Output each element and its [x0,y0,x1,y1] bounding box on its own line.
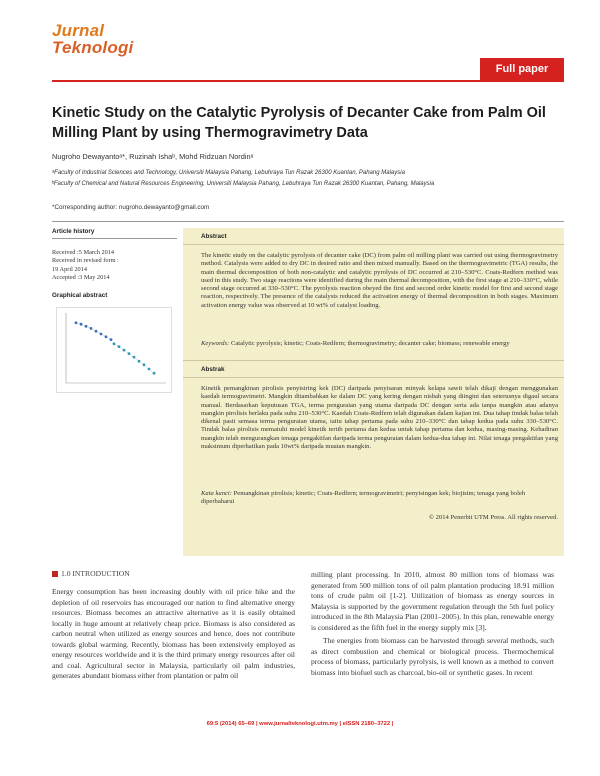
body-column-left [52,587,295,685]
abstract-keywords [201,340,558,348]
affiliation-b: ᵇFaculty of Chemical and Natural Resources Engineering, Universiti Malaysia Pahang, Lebuhraya Tun Razak 26300 Kuantan, Pahang, Malaysia [52,181,435,187]
logo-line-2: Teknologi [52,38,134,57]
article-history [52,249,177,283]
introduction-title: 1.0 INTRODUCTION [61,569,130,578]
abstrak-keywords [201,490,558,507]
data-point [148,368,151,371]
data-point [133,356,136,359]
abstrak-text: Kinetik pemangkinan pirolisis penyisiring kek (DC) daripada penyisaran minyak kelapa sawit telah dikaji dengan menggunakan kaedah termogravimetri. Mangkin ditambahkan ke dalam DC yang kering dengan nisbah yang diingini dan seterusnya digaul secara manual. Berdasarkan keputusan TGA, terma penguraian yang utama daripada DC dengan serta ada tanpa mangkin atau adanya mangkin pirolisis berlaku pada suhu 210–530°C. Kaedah Coats-Redfern telah digunakan dalam kajian ini. Dua tahap tindak balas telah dikenal pasti semasa terma penguraian utama, iaitu tahap pertama pada suhu 210–330°C dan tahap kedua pada suhu 330–530°C. Tindak balas pirolisis mematuhi model kinetik tertib pertama dan kedua untuk tahap pertama dan kedua, masing-masing. Kehadiran mangkin telah mengurangkan tenaga pengaktifan daripada terma penguraian dalam kedua-dua tahap ini. Nilai tenaga pengaktifan yang maksimum diperhatikan pada 10wt% daripada muatan mangkin. [201,385,558,451]
article-sidebar [52,228,177,299]
graphical-abstract-heading: Graphical abstract [52,291,108,299]
introduction-heading [52,569,130,578]
data-point [110,338,113,341]
revised-label: Received in revised form : [52,257,119,265]
data-point [100,333,103,336]
data-point [118,345,121,348]
kata-kunci-label: Kata kunci: [201,490,232,497]
data-point [153,372,156,375]
data-point [113,342,116,345]
abstrak-rule [183,377,564,378]
author-list: Nugroho Dewayantoᵃ*, Ruzinah Ishaᵇ, Mohd Ridzuan Nordinᵃ [52,152,254,161]
data-point [123,349,126,352]
paper-title: Kinetic Study on the Catalytic Pyrolysis of Decanter Cake from Palm Oil Milling Plant by using Thermogravimetry Data [52,105,546,141]
keywords-label: Keywords: [201,340,230,347]
abstract-heading: Abstract [201,233,227,240]
revised-date: 19 April 2014 [52,265,87,273]
affiliation-a: ᵃFaculty of Industrial Sciences and Technology, Universiti Malaysia Pahang, Lebuhraya Tun Razak 26300 Kuantan, Pahang Malaysia [52,170,405,176]
data-point [128,352,131,355]
section-marker-icon [52,571,58,577]
chart-frame [57,308,172,393]
abstract-rule [183,244,564,245]
abstract-text: The kinetic study on the catalytic pyrolysis of decanter cake (DC) from palm oil milling plant was carried out using thermogravimetry method. Catalysts were added to dry DC in desired ratio and then mixed manually. Based on the thermogravimetric (TGA) results, the main thermal decomposition of both non-catalytic and catalytic pyrolysis of DC occurred at 210–530°C. Coats-Redfern method was used in this study. Two stage reactions were identified during the main thermal decomposition, with the first stage at 210–330°C, while second stage occurred at 330–530°C. The pyrolysis reaction obeyed the first and second order kinetic model for first and second stage reaction, respectively. The presence of the catalysts reduced the activation energy of thermal decomposition in both stages. Maximum activation energy value was observed at 10 wt% of catalyst loading. [201,252,558,309]
intro-paragraph-3: The energies from biomass can be harvested through several methods, such as direct combustion and chemical or biological process. Thermochemical process of biomass, particularly pyrolysis, is well known as a method to convert biomass into biofuel such as charcoal, bio-oil or synthetic gases. In recent [311,636,554,677]
kata-kunci-text: Pemangkinan pirolisis; kinetic; Coats-Redfern; termogravimetri; penyisingan kek; biojisim; tenaga yang boleh diperbaharui [201,490,526,506]
data-point [105,335,108,338]
graphical-abstract-chart [56,307,172,393]
article-history-heading: Article history [52,228,177,239]
corresponding-author: *Corresponding author: nugroho.dewayanto@gmail.com [52,204,210,211]
keywords-text: Catalytic pyrolysis; kinetic; Coats-Redfern; thermogravimetry; decanter cake; biomass; renewable energy [229,340,510,347]
logo-line-1: Jurnal [52,21,105,40]
journal-logo [52,22,133,56]
data-point [80,323,83,326]
abstrak-rule-top [183,360,564,361]
body-column-right [311,570,554,681]
section-divider [52,221,564,222]
data-point [138,360,141,363]
data-point [90,327,93,330]
abstrak-heading: Abstrak [201,366,225,373]
header-divider [52,80,564,82]
intro-paragraph-1: Energy consumption has been increasing doubly with oil price hike and the depletion of oil reservoirs has encouraged our nation to find alternative energy resources. Biomass becomes an attractive alternative as it is easily obtained locally in huge amount at relatively cheap price. Biomass is also considered as carbon neutral when utilized as energy sources and hence, does not contribute towards global warming. Recently, biomass has been extensively employed as energy resources worldwide and it is the third primary energy resources after oil and coal. Agricultural sector in Malaysia, particularly oil palm industries, generates abundant biomass either from plantation or palm oil [52,587,295,680]
intro-paragraph-2: milling plant processing. In 2010, almost 80 million tons of biomass was generated from 500 million tons of oil palm plantation producing 18.91 million tons of crude palm oil [1-2]. Utilization of biomass as energy sources in Malaysia is supported by the government regulation through the 5th fuel policy introduced in the 8th Malaysia Plan (2001–2005). In this plan, renewable energy is considered as the fifth fuel in the energy supply mix [3]. [311,570,554,632]
data-point [75,321,78,324]
data-point [95,330,98,333]
data-point [143,363,146,366]
received-date: Received :5 March 2014 [52,249,115,256]
page-footer: 69:5 (2014) 65–69 | www.jurnalteknologi.utm.my | eISSN 2180–3722 | [206,721,394,727]
copyright-notice: © 2014 Penerbit UTM Press. All rights reserved. [429,514,558,521]
accepted-date: Accepted :3 May 2014 [52,274,110,282]
full-paper-tab: Full paper [480,58,564,80]
data-point [85,325,88,328]
